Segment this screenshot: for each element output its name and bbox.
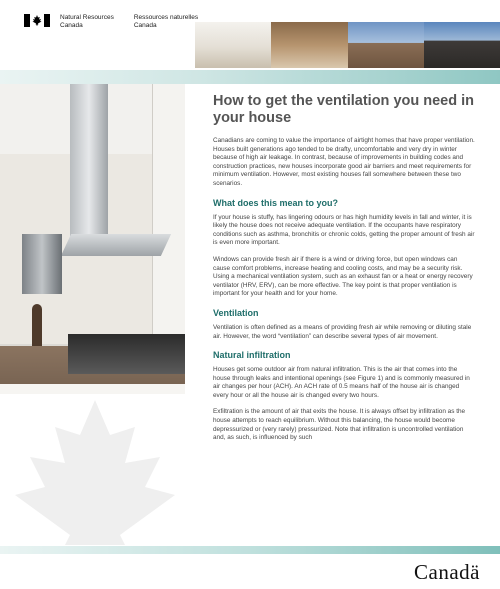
header-teal-band (0, 70, 500, 84)
canada-flag-icon (24, 14, 50, 27)
header-photo-townhouses (424, 22, 500, 68)
section-heading-ventilation: Ventilation (213, 307, 259, 318)
page-title: How to get the ventilation you need in your house (213, 93, 475, 126)
section-paragraph: If your house is stuffy, has lingering odours or has high humidity levels in fall and winter, it is likely the house does not receive adequate ventilation. If the occupants have respiratory conditions such as asthma, bronchitis or chronic colds, getting the proper amount of fresh air is even more important. (213, 213, 475, 247)
section-paragraph: Exfiltration is the amount of air that exits the house. It is always offset by infiltration as the house attempts to reach equilibrium. Without this balancing, the house would become depressurized or (very rarely) pressurized. Note that infiltration is uncontrolled ventilation and, as such, is influenced by such (213, 408, 466, 442)
intro-paragraph: Canadians are coming to value the importance of airtight homes that have proper ventilation. Houses built generations ago tended to be drafty, uncomfortable and very dry in winter because of high air leakage. In contrast, because of improvements in building codes and construction practices, new houses incorporate good air barriers and meet requirements for minimum ventilation. However, most existing houses fall somewhere between these two scenarios. (213, 137, 475, 187)
canada-wordmark: Canadä (414, 560, 480, 584)
kitchen-photo (0, 84, 185, 394)
section-paragraph: Windows can provide fresh air if there is a wind or driving force, but open windows can cause comfort problems, increase heating and cooling costs, and may be a security risk. Using a mechanical ventilation system, such as an exhaust fan or a heat or energy recovery ventilator (HRV, ERV), can be more effective. The key point is that proper ventilation is important for your health and for your home. (213, 255, 473, 298)
article-body (213, 93, 475, 451)
header-photo-strip (195, 22, 500, 68)
section-paragraph: Houses get some outdoor air from natural infiltration. This is the air that comes into the house through leaks and intentional openings (see Figure 1) and is commonly measured in air changes per hour (ACH). An ACH rate of 0.5 means half of the house air is changed every hour or all the house air is changed every two hours. (213, 366, 470, 399)
header-photo-house-exterior (348, 22, 424, 68)
section-paragraph: Ventilation is often defined as a means of providing fresh air while removing or diluting stale air. However, the word “ventilation” can describe several types of air movement. (213, 323, 472, 340)
government-signature (24, 14, 198, 30)
page-header (0, 0, 500, 70)
section-heading-what-does-this-mean: What does this mean to you? (213, 197, 339, 208)
department-name-en: Natural Resources Canada (60, 14, 114, 29)
header-photo-bedroom (271, 22, 347, 68)
footer-teal-band (0, 546, 500, 554)
section-heading-natural-infiltration: Natural infiltration (213, 350, 291, 361)
department-name-fr: Ressources naturelles Canada (133, 14, 199, 29)
header-photo-living-room (195, 22, 271, 68)
maple-leaf-icon (0, 395, 185, 545)
